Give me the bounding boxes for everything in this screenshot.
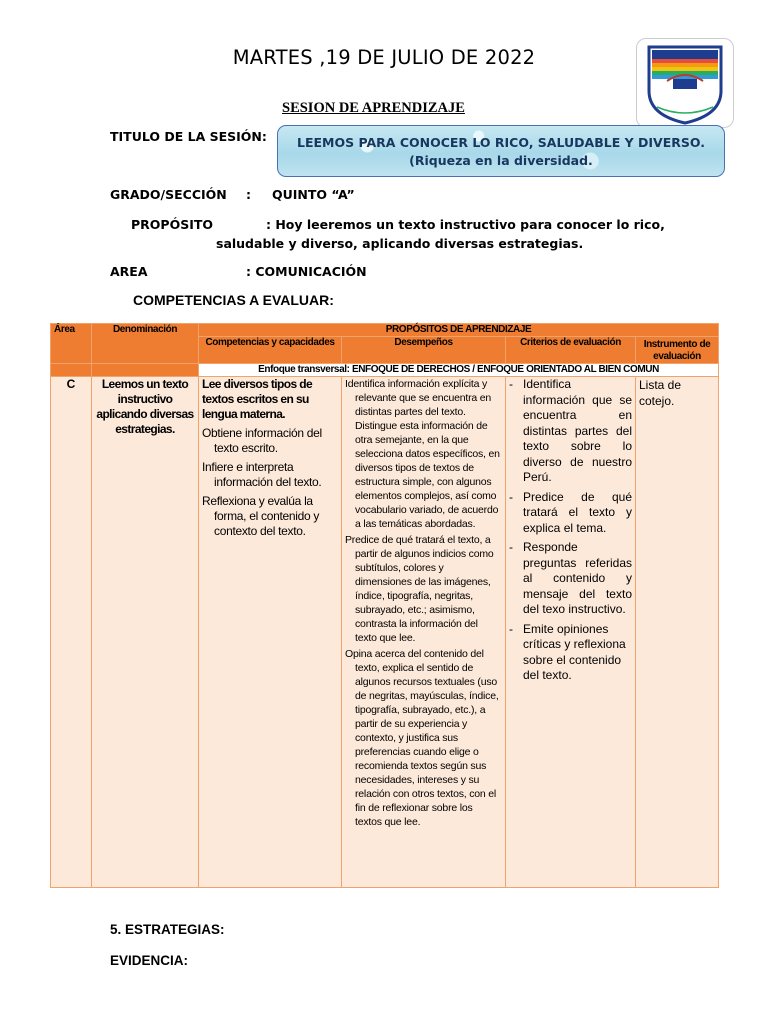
school-crest-icon bbox=[637, 39, 733, 127]
section-title: SESION DE APRENDIZAJE bbox=[282, 100, 465, 116]
header-area: Área bbox=[51, 324, 92, 364]
grado-label: GRADO/SECCIÓN bbox=[110, 187, 227, 202]
proposito-label: PROPÓSITO bbox=[131, 217, 214, 232]
capacidad-item: Reflexiona y evalúa la forma, el contenido y contexto del texto. bbox=[202, 494, 320, 538]
session-date: MARTES ,19 DE JULIO DE 2022 bbox=[232, 46, 536, 69]
area-code: C bbox=[51, 377, 92, 888]
competencias-title: COMPETENCIAS A EVALUAR: bbox=[133, 292, 334, 308]
criterios-cell bbox=[506, 377, 636, 888]
enfoque-row bbox=[51, 364, 719, 377]
header-denominacion: Denominación bbox=[92, 324, 199, 364]
competencia-title: Lee diversos tipos de textos escritos en su lengua materna. bbox=[202, 377, 313, 421]
table-header-row-1 bbox=[51, 324, 719, 337]
grado-value: QUINTO “A” bbox=[272, 187, 355, 202]
desempeno-item: Predice de qué tratará el texto, a partir de algunos indicios como subtítulos, colores y dimensiones de las imágenes, índice, tipografía, negritas, subrayado, etc.; asimismo, contrasta la información del texto que lee. bbox=[345, 534, 494, 644]
header-criterios: Criterios de evaluación bbox=[506, 337, 636, 364]
area-value: : COMUNICACIÓN bbox=[246, 264, 367, 279]
evidencia-heading: EVIDENCIA: bbox=[110, 953, 189, 968]
enfoque-blank-area bbox=[51, 364, 92, 377]
header-instrumento: Instrumento de evaluación bbox=[636, 337, 719, 364]
criterio-item: - Emite opiniones críticas y reflexiona sobre el contenido del texto. bbox=[509, 621, 626, 682]
competencias-cell bbox=[199, 377, 342, 888]
enfoque-blank-denom bbox=[92, 364, 199, 377]
session-title-line1 bbox=[278, 134, 724, 152]
proposito-line2: saludable y diverso, aplicando diversas estrategias. bbox=[216, 236, 584, 251]
area-label: AREA bbox=[110, 264, 148, 279]
instrumento-value: Lista de cotejo. bbox=[636, 377, 719, 888]
desempeno-item: Opina acerca del contenido del texto, explica el sentido de algunos recursos textuales (uso de negritas, mayúsculas, índice, tipografía, subrayado, etc.), a partir de su experiencia y contexto, y justifica sus preferencias cuando elige o recomienda textos según sus necesidades, intereses y su relación con otros textos, con el fin de reflexionar sobre los textos que lee. bbox=[345, 648, 499, 828]
estrategias-heading: 5. ESTRATEGIAS: bbox=[110, 922, 225, 937]
session-title-part1: LEEMOS PARA bbox=[297, 135, 400, 150]
session-title-line2: (Riqueza en la diversidad. bbox=[409, 153, 593, 168]
enfoque-transversal: Enfoque transversal: ENFOQUE DE DERECHOS / ENFOQUE ORIENTADO AL BIEN COMUN bbox=[199, 364, 719, 377]
criterio-item: - Predice de qué tratará el texto y explica el tema. bbox=[509, 489, 632, 535]
grado-separator: : bbox=[246, 187, 251, 202]
titulo-label: TITULO DE LA SESIÓN: bbox=[110, 129, 267, 144]
capacidad-item: Infiere e interpreta información del texto. bbox=[202, 460, 322, 489]
school-logo bbox=[636, 38, 734, 128]
header-competencias: Competencias y capacidades bbox=[199, 337, 342, 364]
header-desempenos: Desempeños bbox=[342, 337, 506, 364]
criterio-item: - Identifica información que se encuentra en distintas partes del texto sobre lo diverso de nuestro Perú. bbox=[509, 377, 632, 484]
capacidad-item: Obtiene información del texto escrito. bbox=[202, 426, 322, 455]
session-title-part2: CONOCER LO RICO, SALUDABLE Y DIVERSO. bbox=[399, 135, 705, 150]
desempenos-cell bbox=[342, 377, 506, 888]
competencias-table bbox=[50, 323, 719, 888]
denominacion-value: Leemos un texto instructivo aplicando diversas estrategias. bbox=[92, 377, 199, 888]
header-propositos: PROPÓSITOS DE APRENDIZAJE bbox=[199, 324, 719, 337]
criterio-item: - Responde preguntas referidas al contenido y mensaje del texto del texo instructivo. bbox=[509, 540, 632, 616]
competencia-row bbox=[51, 377, 719, 888]
session-title-banner bbox=[277, 125, 725, 177]
proposito-line1: : Hoy leeremos un texto instructivo para conocer lo rico, bbox=[266, 217, 665, 232]
desempeno-item: Identifica información explícita y relevante que se encuentra en distintas partes del texto. Distingue esta información de otra semejante, en la que selecciona datos específicos, en diversos tipos de textos de estructura simple, con algunos elementos complejos, así como vocabulario variado, de acuerdo a las temáticas abordadas. bbox=[345, 378, 500, 530]
